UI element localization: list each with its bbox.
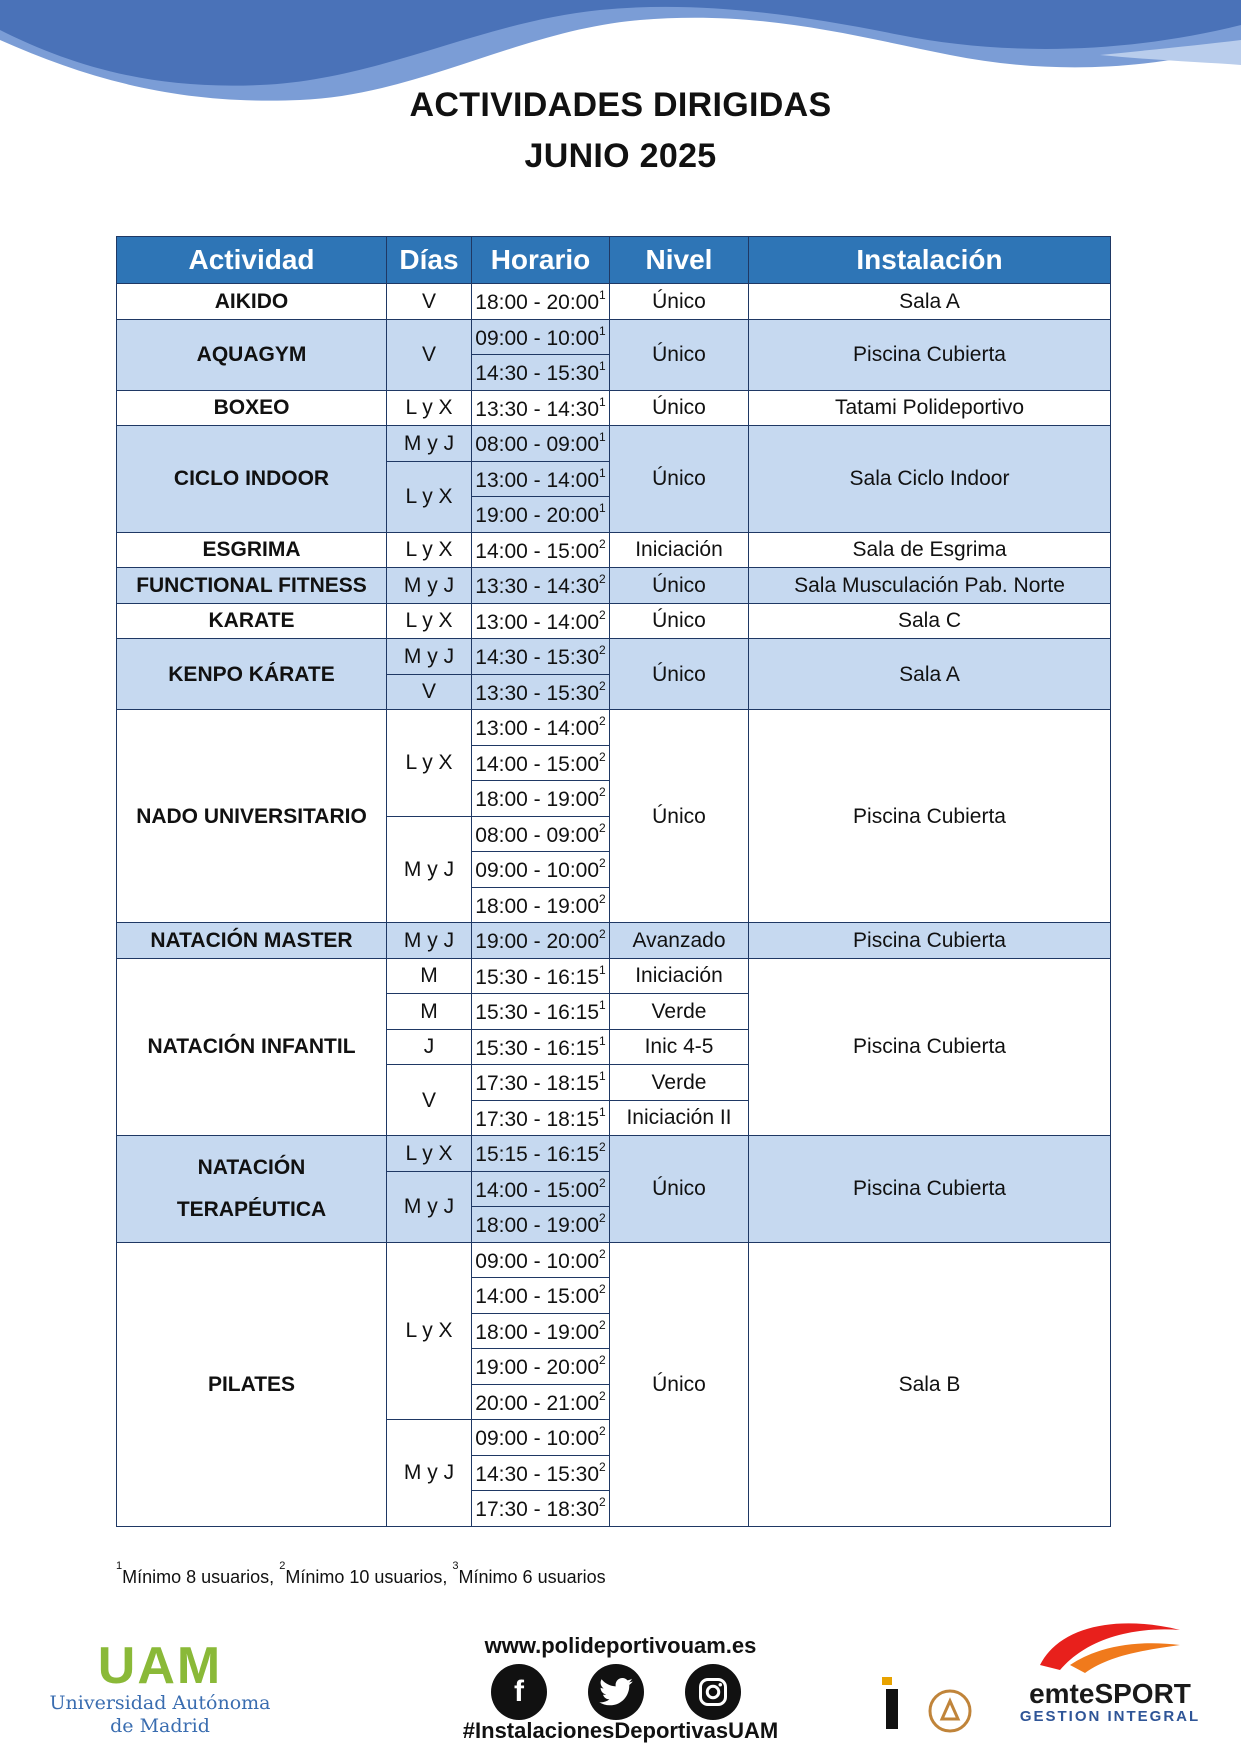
activity-name: KENPO KÁRATE xyxy=(117,639,387,710)
level-cell: Iniciación xyxy=(610,958,749,994)
activity-name: FUNCTIONAL FITNESS xyxy=(117,568,387,604)
hashtag: #InstalacionesDeportivasUAM xyxy=(462,1718,779,1743)
header-dias: Días xyxy=(387,237,472,284)
time-cell: 13:30 - $14:30^1$ xyxy=(472,390,610,426)
activity-name: AIKIDO xyxy=(117,284,387,320)
level-cell: Avanzado xyxy=(610,923,749,959)
footnotes: $^1$Mínimo 8 usuarios, $^2$Mínimo 10 usuarios, $^3$Mínimo 6 usuarios xyxy=(116,1560,606,1587)
time-cell: 18:00 - $19:00^2$ xyxy=(472,887,610,923)
level-cell: Único xyxy=(610,319,749,390)
place-cell: Piscina Cubierta xyxy=(749,710,1111,923)
place-cell: Piscina Cubierta xyxy=(749,958,1111,1136)
days-cell: M y J xyxy=(387,639,472,675)
table-row xyxy=(117,319,1111,355)
schedule-table xyxy=(116,236,1111,1527)
header-horario: Horario xyxy=(472,237,610,284)
days-cell: V xyxy=(387,284,472,320)
activity-name: NATACIÓN TERAPÉUTICA xyxy=(117,1136,387,1243)
time-cell: 08:00 - $09:00^1$ xyxy=(472,426,610,462)
level-cell: Único xyxy=(610,603,749,639)
website-link[interactable]: www.polideportivouam.es xyxy=(484,1633,757,1658)
days-cell: V xyxy=(387,319,472,390)
time-cell: 08:00 - $09:00^2$ xyxy=(472,816,610,852)
activity-name: NADO UNIVERSITARIO xyxy=(117,710,387,923)
time-cell: 14:30 - $15:30^1$ xyxy=(472,355,610,391)
table-row xyxy=(117,568,1111,604)
activity-name: NATACIÓN MASTER xyxy=(117,923,387,959)
days-cell: M y J xyxy=(387,923,472,959)
time-cell: 19:00 - $20:00^2$ xyxy=(472,923,610,959)
table-row xyxy=(117,923,1111,959)
emtesport-logo: emteSPORT GESTION INTEGRAL xyxy=(1010,1615,1210,1725)
time-cell: 13:30 - $15:30^2$ xyxy=(472,674,610,710)
place-cell: Sala de Esgrima xyxy=(749,532,1111,568)
time-cell: 19:00 - $20:00^1$ xyxy=(472,497,610,533)
days-cell: V xyxy=(387,1065,472,1136)
days-cell: M y J xyxy=(387,426,472,462)
emtesport-swoosh-icon xyxy=(1030,1615,1190,1675)
time-cell: 09:00 - $10:00^1$ xyxy=(472,319,610,355)
level-cell: Único xyxy=(610,426,749,533)
time-cell: 17:30 - $18:15^1$ xyxy=(472,1100,610,1136)
days-cell: M xyxy=(387,994,472,1030)
partner-logos xyxy=(880,1675,980,1740)
days-cell: L y X xyxy=(387,1136,472,1172)
level-cell: Único xyxy=(610,284,749,320)
activity-name: ESGRIMA xyxy=(117,532,387,568)
time-cell: 13:00 - $14:00^2$ xyxy=(472,603,610,639)
time-cell: 14:30 - $15:30^2$ xyxy=(472,1455,610,1491)
level-cell: Único xyxy=(610,1242,749,1526)
time-cell: 18:00 - $19:00^2$ xyxy=(472,1207,610,1243)
table-header-row xyxy=(117,237,1111,284)
days-cell: M y J xyxy=(387,568,472,604)
page-title: ACTIVIDADES DIRIGIDAS xyxy=(409,86,832,124)
days-cell: M y J xyxy=(387,1171,472,1242)
level-cell: Verde xyxy=(610,994,749,1030)
place-cell: Piscina Cubierta xyxy=(749,319,1111,390)
days-cell: L y X xyxy=(387,532,472,568)
table-row xyxy=(117,1136,1111,1172)
header-actividad: Actividad xyxy=(117,237,387,284)
level-cell: Iniciación II xyxy=(610,1100,749,1136)
time-cell: 14:00 - $15:00^2$ xyxy=(472,532,610,568)
days-cell: L y X xyxy=(387,1242,472,1420)
time-cell: 13:00 - $14:00^1$ xyxy=(472,461,610,497)
level-cell: Único xyxy=(610,390,749,426)
days-cell: M y J xyxy=(387,1420,472,1527)
table-row xyxy=(117,1242,1111,1278)
level-cell: Inic 4-5 xyxy=(610,1029,749,1065)
table-row xyxy=(117,639,1111,675)
activity-name: BOXEO xyxy=(117,390,387,426)
place-cell: Sala A xyxy=(749,639,1111,710)
time-cell: 13:30 - $14:30^2$ xyxy=(472,568,610,604)
time-cell: 15:30 - $16:15^1$ xyxy=(472,1029,610,1065)
level-cell: Iniciación xyxy=(610,532,749,568)
level-cell: Único xyxy=(610,568,749,604)
table-row xyxy=(117,958,1111,994)
time-cell: 17:30 - $18:30^2$ xyxy=(472,1491,610,1527)
days-cell: J xyxy=(387,1029,472,1065)
days-cell: L y X xyxy=(387,461,472,532)
days-cell: L y X xyxy=(387,390,472,426)
time-cell: 17:30 - $18:15^1$ xyxy=(472,1065,610,1101)
days-cell: L y X xyxy=(387,710,472,817)
level-cell: Único xyxy=(610,710,749,923)
uam-logo: UAM Universidad Autónoma de Madrid xyxy=(49,1637,271,1737)
time-cell: 18:00 - $19:00^2$ xyxy=(472,1313,610,1349)
header-instalacion: Instalación xyxy=(749,237,1111,284)
activity-name: PILATES xyxy=(117,1242,387,1526)
partner-logo-icon xyxy=(880,1675,980,1735)
level-cell: Verde xyxy=(610,1065,749,1101)
activity-name: NATACIÓN INFANTIL xyxy=(117,958,387,1136)
days-cell: M xyxy=(387,958,472,994)
time-cell: 18:00 - $19:00^2$ xyxy=(472,781,610,817)
table-row xyxy=(117,284,1111,320)
time-cell: 18:00 - $20:00^1$ xyxy=(472,284,610,320)
place-cell: Sala B xyxy=(749,1242,1111,1526)
table-row xyxy=(117,532,1111,568)
time-cell: 14:30 - $15:30^2$ xyxy=(472,639,610,675)
facebook-icon[interactable]: f xyxy=(491,1664,547,1720)
time-cell: 14:00 - $15:00^2$ xyxy=(472,1171,610,1207)
twitter-icon[interactable] xyxy=(588,1664,644,1720)
place-cell: Sala Ciclo Indoor xyxy=(749,426,1111,533)
time-cell: 20:00 - $21:00^2$ xyxy=(472,1384,610,1420)
place-cell: Sala Musculación Pab. Norte xyxy=(749,568,1111,604)
level-cell: Único xyxy=(610,639,749,710)
time-cell: 09:00 - $10:00^2$ xyxy=(472,1242,610,1278)
place-cell: Piscina Cubierta xyxy=(749,1136,1111,1243)
time-cell: 15:30 - $16:15^1$ xyxy=(472,994,610,1030)
table-row xyxy=(117,390,1111,426)
table-row xyxy=(117,426,1111,462)
table-row xyxy=(117,710,1111,746)
time-cell: 15:30 - $16:15^1$ xyxy=(472,958,610,994)
days-cell: V xyxy=(387,674,472,710)
header-nivel: Nivel xyxy=(610,237,749,284)
activity-name: KARATE xyxy=(117,603,387,639)
table-row xyxy=(117,603,1111,639)
place-cell: Tatami Polideportivo xyxy=(749,390,1111,426)
level-cell: Único xyxy=(610,1136,749,1243)
instagram-icon[interactable] xyxy=(685,1664,741,1720)
days-cell: M y J xyxy=(387,816,472,923)
days-cell: L y X xyxy=(387,603,472,639)
place-cell: Piscina Cubierta xyxy=(749,923,1111,959)
time-cell: 19:00 - $20:00^2$ xyxy=(472,1349,610,1385)
activity-name: AQUAGYM xyxy=(117,319,387,390)
time-cell: 09:00 - $10:00^2$ xyxy=(472,1420,610,1456)
activity-name: CICLO INDOOR xyxy=(117,426,387,533)
time-cell: 14:00 - $15:00^2$ xyxy=(472,745,610,781)
time-cell: 13:00 - $14:00^2$ xyxy=(472,710,610,746)
time-cell: 15:15 - $16:15^2$ xyxy=(472,1136,610,1172)
time-cell: 14:00 - $15:00^2$ xyxy=(472,1278,610,1314)
time-cell: 09:00 - $10:00^2$ xyxy=(472,852,610,888)
place-cell: Sala C xyxy=(749,603,1111,639)
place-cell: Sala A xyxy=(749,284,1111,320)
page-subtitle: JUNIO 2025 xyxy=(524,137,717,175)
